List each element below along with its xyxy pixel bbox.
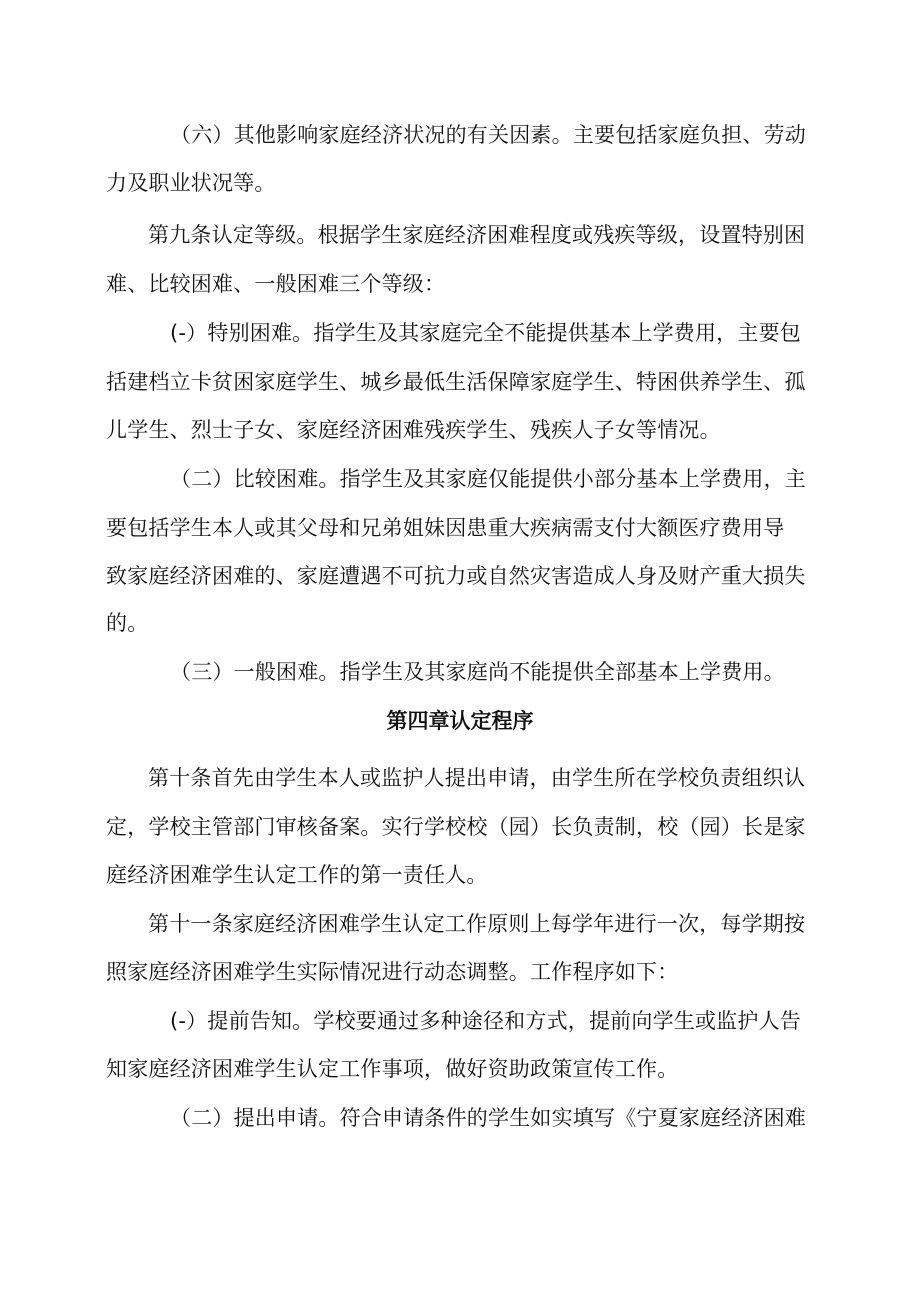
article-10-line-1: 第十条首先由学生本人或监护人提出申请，由学生所在学校负责组织认: [148, 766, 806, 790]
procedure-notice-line-1: (-）提前告知。学校要通过多种途径和方式，提前向学生或监护人告: [170, 1009, 801, 1033]
paragraph-six-line-1: （六）其他影响家庭经济状况的有关因素。主要包括家庭负担、劳动: [170, 123, 806, 147]
level-relative-line-4: 的。: [106, 611, 149, 635]
chapter-4-heading: 第四章认定程序: [386, 709, 534, 733]
article-11-line-2: 照家庭经济困难学生实际情况进行动态调整。工作程序如下：: [106, 960, 679, 984]
level-general-line-1: （三）一般困难。指学生及其家庭尚不能提供全部基本上学费用。: [170, 660, 785, 684]
article-10-line-3: 庭经济困难学生认定工作的第一责任人。: [106, 863, 488, 887]
level-special-line-3: 儿学生、烈士子女、家庭经济困难残疾学生、残疾人子女等情况。: [106, 418, 721, 442]
level-special-line-1: (-）特别困难。指学生及其家庭完全不能提供基本上学费用，主要包: [170, 321, 801, 345]
level-relative-line-1: （二）比较困难。指学生及其家庭仅能提供小部分基本上学费用，主: [170, 467, 806, 491]
level-special-line-2: 括建档立卡贫困家庭学生、城乡最低生活保障家庭学生、特困供养学生、孤: [106, 370, 806, 394]
article-11-line-1: 第十一条家庭经济困难学生认定工作原则上每学年进行一次，每学期按: [148, 912, 806, 936]
article-9-line-2: 难、比较困难、一般困难三个等级：: [106, 272, 446, 296]
paragraph-six-line-2: 力及职业状况等。: [106, 171, 276, 195]
procedure-notice-line-2: 知家庭经济困难学生认定工作事项，做好资助政策宣传工作。: [106, 1057, 679, 1081]
level-relative-line-3: 致家庭经济困难的、家庭遭遇不可抗力或自然灾害造成人身及财产重大损失: [106, 564, 806, 588]
article-10-line-2: 定，学校主管部门审核备案。实行学校校（园）长负责制，校（园）长是家: [106, 815, 806, 839]
level-relative-line-2: 要包括学生本人或其父母和兄弟姐妹因患重大疾病需支付大额医疗费用导: [106, 516, 785, 540]
article-9-line-1: 第九条认定等级。根据学生家庭经济困难程度或残疾等级，设置特别困: [148, 223, 806, 247]
procedure-application-line-1: （二）提出申请。符合申请条件的学生如实填写《宁夏家庭经济困难: [170, 1106, 806, 1130]
